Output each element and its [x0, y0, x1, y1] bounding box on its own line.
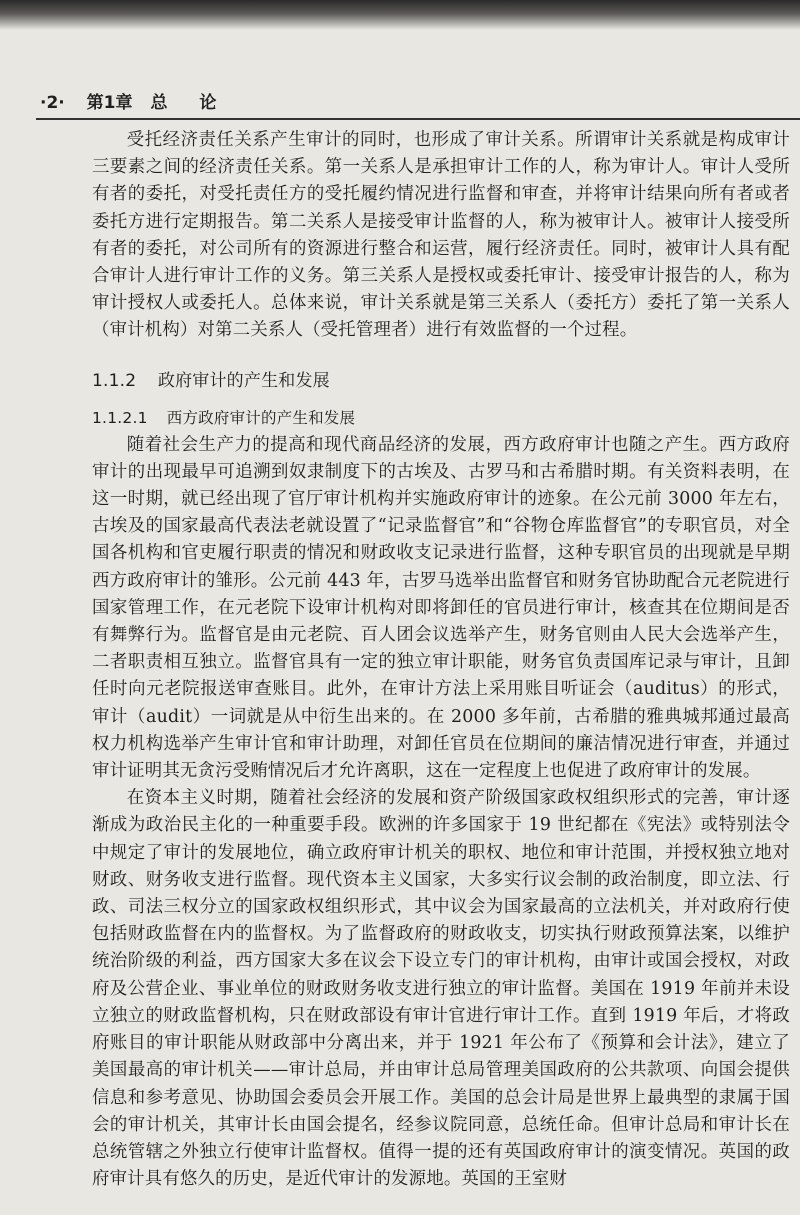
paragraph: 受托经济责任关系产生审计的同时，也形成了审计关系。所谓审计关系就是构成审计三要素之间的经济责任关系。第一关系人是承担审计工作的人，称为审计人。审计人受所有者的委托，对受托责任方的受托履约情况进行监督和审查，并将审计结果向所有者或者委托方进行定期报告。第二关系人是接受审计监督的人，称为被审计人。被审计人接受所有者的委托，对公司所有的资源进行整合和运营，履行经济责任。同时，被审计人具有配合审计人进行审计工作的义务。第三关系人是授权或委托审计、接受审计报告的人，称为审计授权人或委托人。总体来说，审计关系就是第三关系人（委托方）委托了第一关系人（审计机构）对第二关系人（受托管理者）进行有效监督的一个过程。: [92, 130, 790, 341]
chapter-label: 第1章: [86, 93, 133, 113]
paragraph: 在资本主义时期，随着社会经济的发展和资产阶级国家政权组织形式的完善，审计逐渐成为政治民主化的一种重要手段。欧洲的许多国家于 19 世纪都在《宪法》或特别法令中规定了审计的发展地位，确立政府审计机关的职权、地位和审计范围，并授权独立地对财政、财务收支进行监督。现代资本主义国家，大多实行议会制的政治制度，即立法、行政、司法三权分立的国家政权组织形式，其中议会为国家最高的立法机关，并对政府行使包括财政监督在内的监督权。为了监督政府的财政收支，切实执行财政预算法案，以维护统治阶级的利益，西方国家大多在议会下设立专门的审计机构，由审计或国会授权，对政府及公营企业、事业单位的财政财务收支进行独立的审计监督。美国在 1919 年前并未设立独立的财政监督机构，只在财政部设有审计官进行审计工作。直到 1919 年后，才将政府账目的审计职能从财政部中分离出来，并于 1921 年公布了《预算和会计法》，建立了美国最高的审计机关——审计总局，并由审计总局管理美国政府的公共款项、向国会提供信息和参考意见、协助国会委员会开展工作。美国的总会计局是世界上最典型的隶属于国会的审计机关，其审计长由国会提名，经参议院同意，总统任命。但审计总局和审计长在总统管辖之外独立行使审计监督权。值得一提的还有英国政府审计的演变情况。英国的政府审计具有悠久的历史，是近代审计的发源地。英国的王室财: [92, 788, 790, 1190]
page-top-shadow: [0, 0, 800, 30]
subsection-heading: [92, 405, 790, 432]
subsection-title: 西方政府审计的产生和发展: [166, 408, 356, 427]
paragraph: 随着社会生产力的提高和现代商品经济的发展，西方政府审计也随之产生。西方政府审计的出现最早可追溯到奴隶制度下的古埃及、古罗马和古希腊时期。有关资料表明，在这一时期，就已经出现了官厅审计机构并实施政府审计的迹象。在公元前 3000 年左右，古埃及的国家最高代表法老就设置了“记录监督官”和“谷物仓库监督官”的专职官员，对全国各机构和官吏履行职责的情况和财政收支记录进行监督，这种专职官员的出现就是早期西方政府审计的雏形。公元前 443 年，古罗马选举出监督官和财务官协助配合元老院进行国家管理工作，在元老院下设审计机构对即将卸任的官员进行审计，核查其在位期间是否有舞弊行为。监督官是由元老院、百人团会议选举产生，财务官则由人民大会选举产生，二者职责相互独立。监督官具有一定的独立审计职能，财务官负责国库记录与审计，且卸任时向元老院报送审查账目。此外，在审计方法上采用账目听证会（auditus）的形式，审计（audit）一词就是从中衍生出来的。在 2000 多年前，古希腊的雅典城邦通过最高权力机构选举产生审计官和审计助理，对卸任官员在位期间的廉洁情况进行审查，并通过审计证明其无贪污受贿情况后才允许离职，这在一定程度上也促进了政府审计的发展。: [92, 434, 790, 782]
section-number: 1.1.2: [92, 370, 137, 391]
page-body: [92, 127, 790, 1193]
header-rule: [36, 118, 800, 120]
page-number: ·2·: [40, 93, 65, 113]
subsection-number: 1.1.2.1: [92, 408, 148, 427]
chapter-title-part-1: 总: [150, 93, 168, 113]
running-header: [40, 90, 800, 116]
section-title: 政府审计的产生和发展: [157, 370, 330, 391]
section-heading: [92, 367, 790, 395]
chapter-title-part-2: 论: [199, 93, 217, 113]
